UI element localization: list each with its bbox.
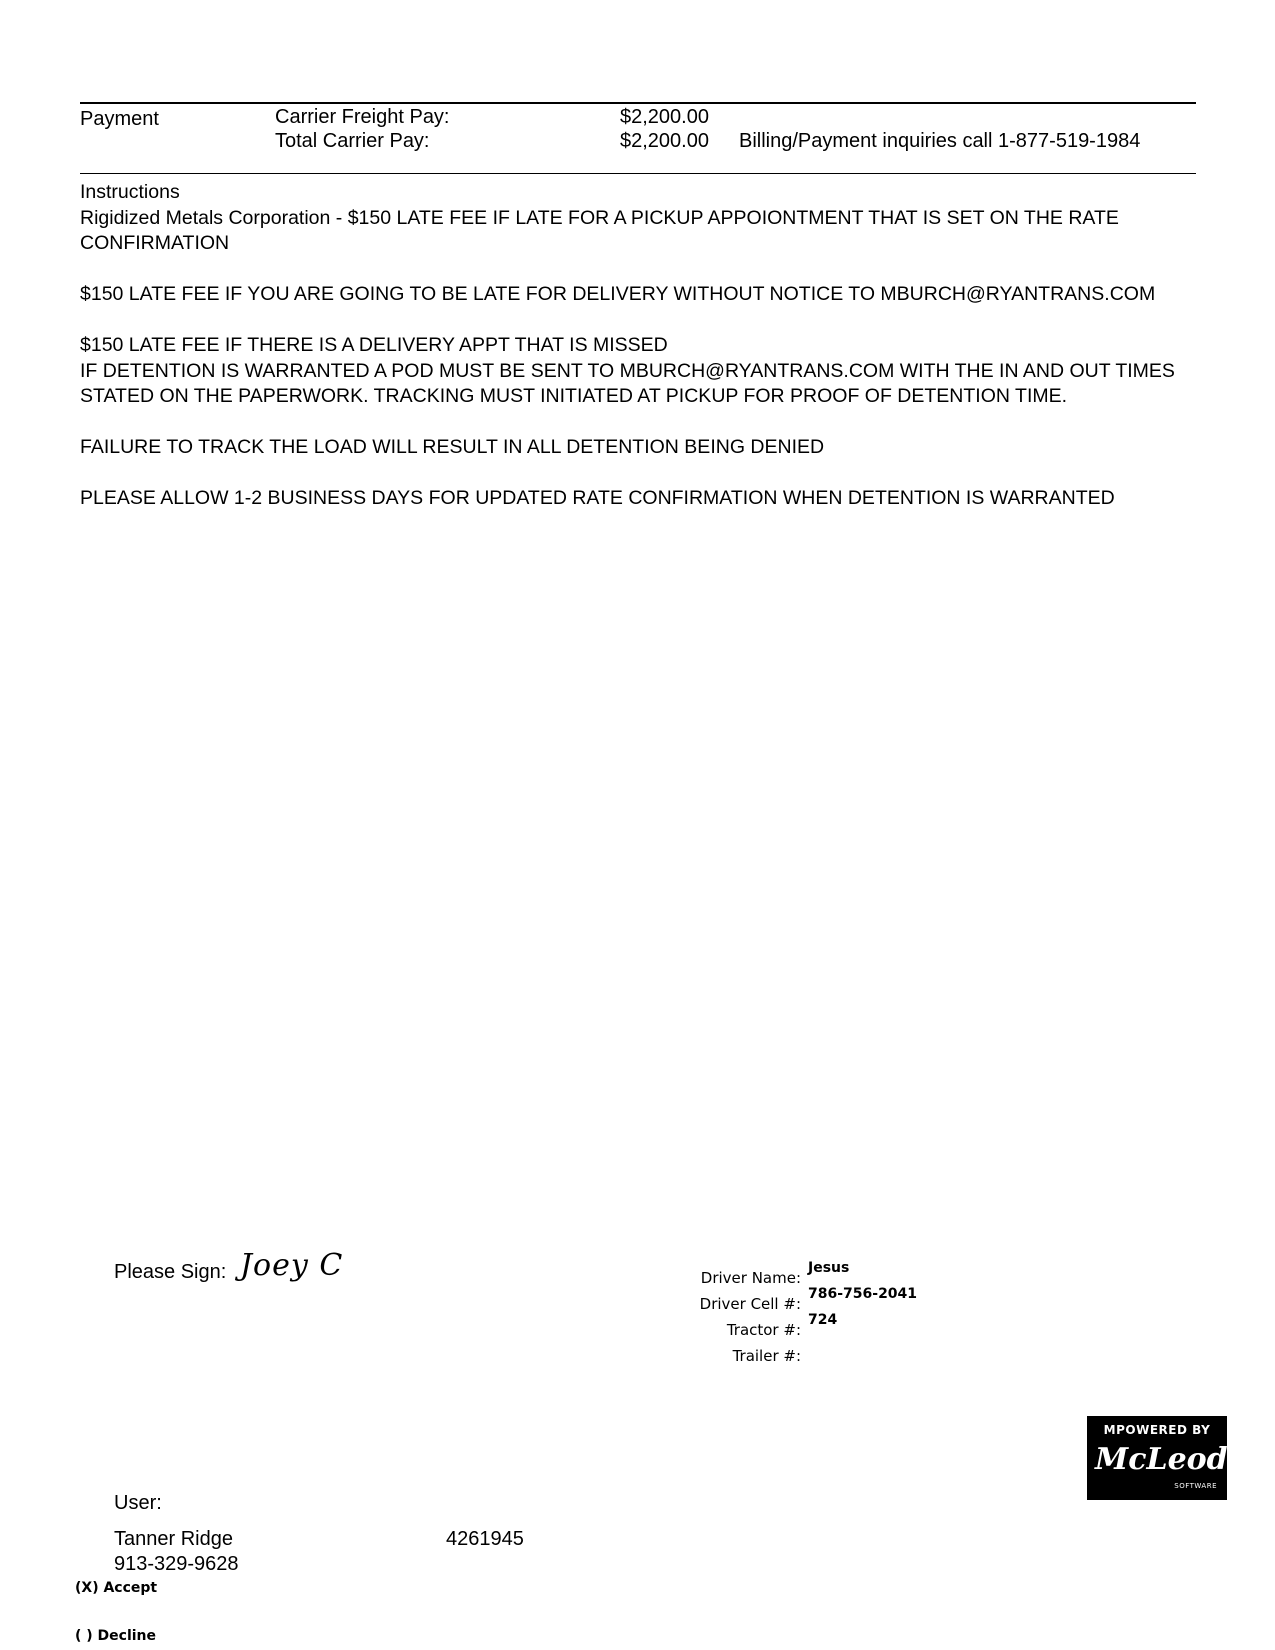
tractor-label: Tractor #: xyxy=(726,1321,801,1339)
logo-subtext: SOFTWARE xyxy=(1174,1482,1217,1490)
payment-row-name: Carrier Freight Pay: xyxy=(275,106,450,128)
accept-option[interactable]: (X) Accept xyxy=(75,1580,158,1596)
driver-name-label: Driver Name: xyxy=(700,1269,801,1287)
instruction-paragraph: $150 LATE FEE IF YOU ARE GOING TO BE LATE FOR DELIVERY WITHOUT NOTICE TO MBURCH@RYANTRANS.COM xyxy=(80,283,1156,305)
user-name: Tanner Ridge xyxy=(114,1528,233,1550)
driver-name-value: Jesus xyxy=(808,1260,850,1276)
instruction-paragraph: IF DETENTION IS WARRANTED A POD MUST BE SENT TO MBURCH@RYANTRANS.COM WITH THE IN AND OUT TIMES STATED ON THE PAPERWORK. TRACKING MUST INITIATED AT PICKUP FOR PROOF OF DETENTION TIME. xyxy=(80,359,1175,407)
driver-cell-label: Driver Cell #: xyxy=(699,1295,801,1313)
payment-row-name: Total Carrier Pay: xyxy=(275,130,430,152)
billing-inquiries-note: Billing/Payment inquiries call 1-877-519-1984 xyxy=(739,130,1141,152)
section-divider xyxy=(80,173,1196,174)
payment-row-amount: $2,200.00 xyxy=(620,130,709,152)
logo-brand: McLeod xyxy=(1095,1442,1228,1477)
logo-tagline: MPOWERED BY xyxy=(1103,1423,1211,1437)
trailer-label: Trailer #: xyxy=(732,1347,801,1365)
top-rule xyxy=(80,102,1196,104)
driver-cell-value: 786-756-2041 xyxy=(808,1286,918,1302)
instruction-paragraph: PLEASE ALLOW 1-2 BUSINESS DAYS FOR UPDATED RATE CONFIRMATION WHEN DETENTION IS WARRANTED xyxy=(80,487,1115,509)
instruction-paragraph: Rigidized Metals Corporation - $150 LATE FEE IF LATE FOR A PICKUP APPOIONTMENT THAT IS SET ON THE RATE CONFIRMATION xyxy=(80,206,1119,254)
instructions-section xyxy=(80,180,1190,537)
tractor-value: 724 xyxy=(808,1312,838,1328)
load-id: 4261945 xyxy=(446,1528,524,1550)
instruction-paragraph: FAILURE TO TRACK THE LOAD WILL RESULT IN ALL DETENTION BEING DENIED xyxy=(80,436,825,458)
mcleod-logo xyxy=(1087,1416,1227,1500)
signature-field[interactable]: Joey C xyxy=(240,1248,344,1283)
instruction-paragraph: $150 LATE FEE IF THERE IS A DELIVERY APPT THAT IS MISSED xyxy=(80,334,668,356)
instructions-heading: Instructions xyxy=(80,181,180,203)
payment-row-amount: $2,200.00 xyxy=(620,106,709,128)
user-phone: 913-329-9628 xyxy=(114,1553,239,1575)
user-label: User: xyxy=(114,1492,162,1514)
signature-label: Please Sign: xyxy=(114,1261,227,1283)
payment-label: Payment xyxy=(80,108,159,130)
decline-option[interactable]: ( ) Decline xyxy=(75,1628,157,1644)
